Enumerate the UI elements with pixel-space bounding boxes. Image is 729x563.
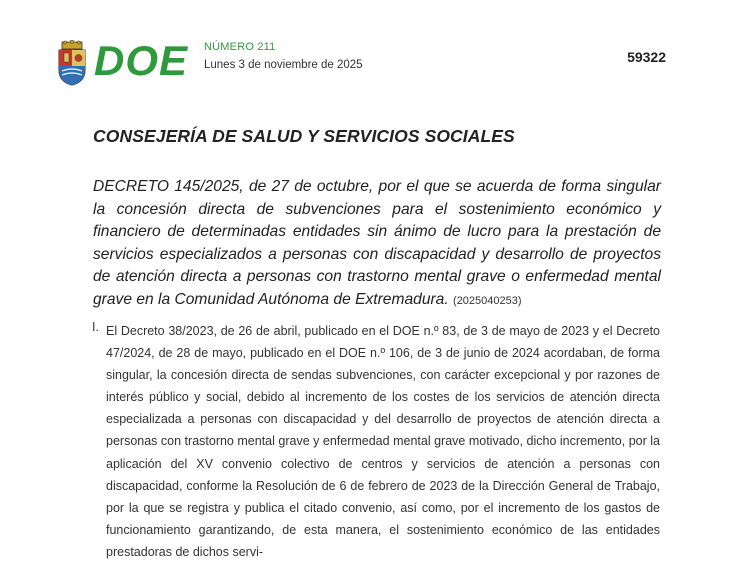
doe-logo: DOE [94,37,189,84]
body-paragraph: El Decreto 38/2023, de 26 de abril, publicado en el DOE n.º 83, de 3 de mayo de 2023 y el Decreto 47/2024, de 28 de mayo, publicado en el DOE n.º 106, de 3 de junio de 2024 acordaban, de forma singular, la concesión directa de sendas subvenciones, con carácter excepcional y por razones de interés público y social, debido al incremento de los costes de los servicios de atención directa especializada a personas con discapacidad y del desarrollo de proyectos de atención directa a personas con trastorno mental grave y enfermedad mental grave motivado, dicho incremento, por la aplicación del XV convenio colectivo de centros y servicios de atención a personas con discapacidad, conforme la Resolución de 6 de febrero de 2023 de la Dirección General de Trabajo, por la que se registra y publica el citado convenio, así como, por el incremento de los gastos de funcionamiento garantizando, de esta manera, el sostenimiento económico de las entidades prestadoras de dichos servi- [106,324,660,559]
decree-heading [93,176,661,312]
decree-code: (2025040253) [453,294,522,307]
coat-of-arms-icon [56,40,88,86]
paragraph-marker: I. [92,320,99,334]
document-header [56,38,666,88]
decree-title: DECRETO 145/2025, de 27 de octubre, por el que se acuerda de forma singular la concesión directa de subvenciones para el sostenimiento económico y financiero de determinadas entidades sin ánimo de lucro para la prestación de servicios especializados a personas con discapacidad y desarrollo de proyectos de atención directa a personas con trastorno mental grave o enfermedad mental grave en la Comunidad Autónoma de Extremadura. [93,178,661,308]
issue-date: Lunes 3 de noviembre de 2025 [204,59,363,71]
section-title: CONSEJERÍA DE SALUD Y SERVICIOS SOCIALES [93,126,515,146]
page-number: 59322 [627,49,666,65]
issue-number: NÚMERO 211 [204,41,276,53]
